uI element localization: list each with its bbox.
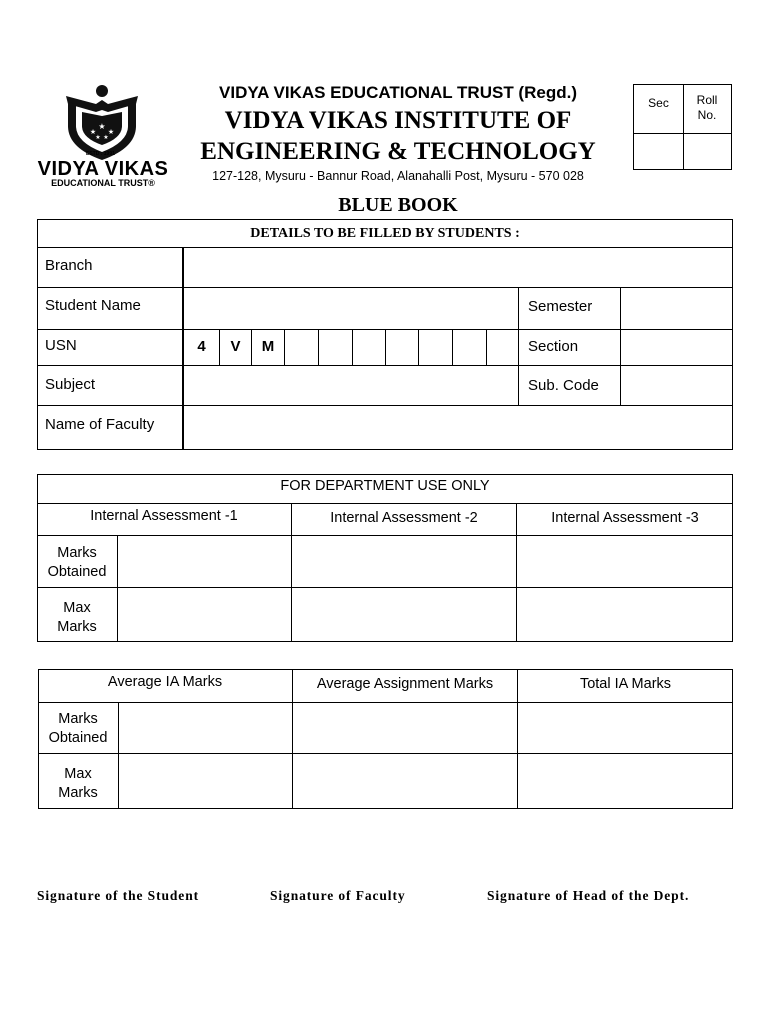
sec-label: Sec — [648, 96, 669, 110]
avg-ia-header: Average IA Marks — [107, 674, 223, 690]
institution-logo — [36, 82, 170, 190]
usn-char[interactable] — [285, 338, 318, 356]
summary-marks-obtained-label: Marks Obtained — [48, 711, 108, 746]
ia2-max-marks-field[interactable] — [292, 588, 516, 641]
sub-code-label: Sub. Code — [528, 377, 599, 394]
avg-assignment-marks-obtained-field[interactable] — [293, 703, 517, 753]
semester-label: Semester — [528, 298, 593, 315]
roll-no-field[interactable] — [684, 134, 732, 169]
student-details-heading: DETAILS TO BE FILLED BY STUDENTS : — [250, 226, 520, 241]
roll-no-label: Roll No. — [696, 93, 718, 122]
svg-text:★: ★ — [98, 122, 106, 131]
sec-field[interactable] — [634, 134, 683, 169]
usn-char[interactable]: 4 — [197, 338, 206, 355]
subject-label: Subject — [45, 376, 96, 393]
usn-char[interactable] — [419, 338, 452, 356]
branch-field[interactable] — [184, 248, 732, 286]
faculty-signature-label: Signature of Faculty — [270, 888, 406, 903]
page-title: BLUE BOOK — [338, 194, 458, 216]
total-ia-max-marks-field[interactable] — [518, 754, 732, 808]
avg-ia-marks-obtained-field[interactable] — [119, 703, 292, 753]
institute-address: 127-128, Mysuru - Bannur Road, Alanahalli Post, Mysuru - 570 028 — [212, 169, 584, 183]
logo-subtitle: EDUCATIONAL TRUST® — [51, 178, 155, 188]
svg-text:★: ★ — [107, 128, 115, 136]
ia1-marks-obtained-field[interactable] — [118, 536, 291, 587]
student-name-label: Student Name — [45, 297, 141, 314]
usn-char[interactable] — [386, 338, 418, 356]
hod-signature-label: Signature of Head of the Dept. — [487, 888, 690, 903]
total-ia-header: Total IA Marks — [579, 676, 672, 692]
faculty-name-label: Name of Faculty — [45, 416, 155, 433]
svg-text:★: ★ — [95, 134, 101, 141]
usn-char[interactable] — [453, 338, 486, 356]
usn-label: USN — [45, 337, 77, 354]
total-ia-marks-obtained-field[interactable] — [518, 703, 732, 753]
svg-text:★: ★ — [89, 128, 97, 136]
summary-max-marks-label: Max Marks — [58, 766, 98, 801]
avg-assignment-max-marks-field[interactable] — [293, 754, 517, 808]
svg-text:★: ★ — [103, 134, 109, 141]
department-use-heading: FOR DEPARTMENT USE ONLY — [280, 478, 490, 494]
faculty-name-field[interactable] — [184, 406, 732, 449]
usn-char[interactable]: M — [261, 338, 275, 355]
marks-obtained-label: Marks Obtained — [47, 545, 107, 580]
logo-estd: ESTD : 1991 — [86, 151, 115, 157]
ia3-marks-obtained-field[interactable] — [517, 536, 732, 587]
institute-name-line2: ENGINEERING & TECHNOLOGY — [200, 138, 596, 165]
branch-label: Branch — [45, 257, 93, 274]
ia1-max-marks-field[interactable] — [118, 588, 291, 641]
avg-assignment-header: Average Assignment Marks — [316, 676, 494, 692]
avg-ia-max-marks-field[interactable] — [119, 754, 292, 808]
usn-char[interactable] — [487, 338, 518, 356]
ia1-header: Internal Assessment -1 — [90, 508, 238, 524]
student-signature-label: Signature of the Student — [37, 888, 199, 903]
subject-field[interactable] — [184, 366, 518, 405]
usn-char[interactable] — [353, 338, 385, 356]
institute-name-line1: VIDYA VIKAS INSTITUTE OF — [224, 107, 572, 134]
semester-field[interactable] — [621, 288, 732, 328]
max-marks-label: Max Marks — [57, 600, 97, 635]
ia3-header: Internal Assessment -3 — [551, 510, 699, 526]
student-name-field[interactable] — [184, 288, 518, 328]
ia2-marks-obtained-field[interactable] — [292, 536, 516, 587]
ia3-max-marks-field[interactable] — [517, 588, 732, 641]
trust-name: VIDYA VIKAS EDUCATIONAL TRUST (Regd.) — [219, 83, 577, 102]
shield-emblem-icon — [36, 82, 170, 162]
section-label: Section — [528, 338, 579, 355]
usn-char[interactable] — [319, 338, 352, 356]
sub-code-field[interactable] — [621, 366, 732, 405]
logo-name: VIDYA VIKAS — [37, 158, 169, 180]
section-field[interactable] — [621, 330, 732, 365]
ia2-header: Internal Assessment -2 — [330, 510, 478, 526]
usn-char[interactable]: V — [230, 338, 241, 355]
